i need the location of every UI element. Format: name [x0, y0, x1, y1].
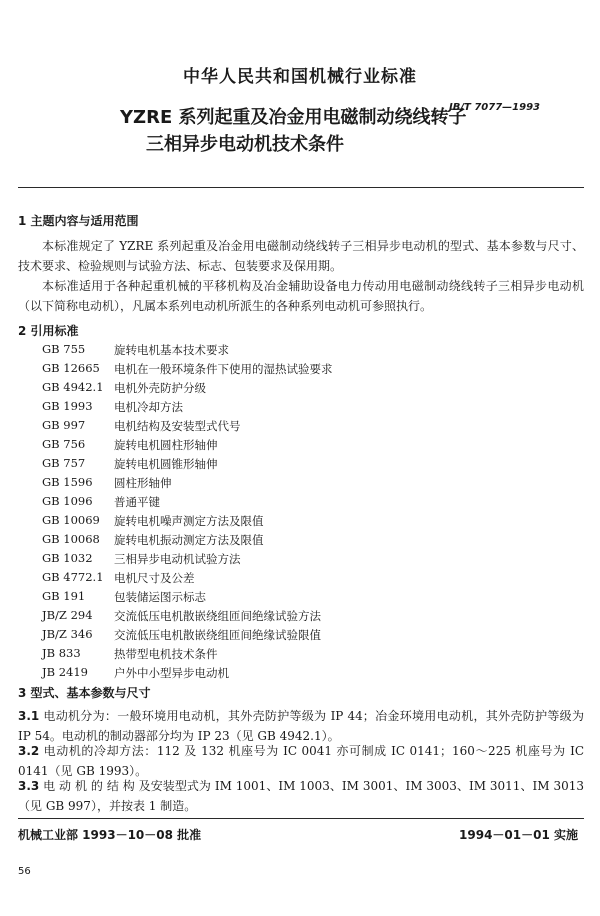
- footer-rule: [18, 818, 584, 819]
- reference-code: GB 10068: [42, 532, 100, 546]
- reference-title: 电机尺寸及公差: [114, 571, 195, 585]
- reference-title: 包装储运图示标志: [114, 590, 206, 604]
- reference-title: 电机外壳防护分级: [114, 381, 206, 395]
- reference-code: GB 191: [42, 589, 86, 603]
- clause-text: 电 动 机 的 结 构 及安装型式为 IM 1001、IM 1003、IM 3001、IM 3003、IM 3011、IM 3013（见 GB 997），并按表 1 制造。: [18, 779, 584, 813]
- section1-heading: 1 主题内容与适用范围: [18, 214, 139, 228]
- reference-title: 热带型电机技术条件: [114, 647, 218, 661]
- reference-code: GB 755: [42, 342, 86, 356]
- reference-title: 交流低压电机散嵌绕组匝间绝缘试验方法: [114, 609, 321, 623]
- reference-code: JB 2419: [42, 665, 88, 679]
- reference-title: 电机结构及安装型式代号: [114, 419, 241, 433]
- page-number: 56: [18, 866, 31, 877]
- reference-code: GB 756: [42, 437, 86, 451]
- reference-code: GB 1096: [42, 494, 93, 508]
- reference-code: GB 1032: [42, 551, 93, 565]
- section2-heading: 2 引用标准: [18, 324, 79, 338]
- reference-title: 户外中小型异步电动机: [114, 666, 229, 680]
- reference-code: GB 1993: [42, 399, 93, 413]
- reference-title: 圆柱形轴伸: [114, 476, 172, 490]
- header-rule: [18, 187, 584, 188]
- reference-title: 电机冷却方法: [114, 400, 183, 414]
- reference-code: GB 1596: [42, 475, 93, 489]
- reference-code: JB 833: [42, 646, 81, 660]
- clause-text: 电动机分为：一般环境用电动机，其外壳防护等级为 IP 44；冶金环境用电动机，其外壳防护等级为 IP 54。电动机的制动器部分均为 IP 23（见 GB 4942.1）。: [18, 709, 584, 743]
- clause-number: 3.3: [18, 779, 40, 793]
- reference-title: 电机在一般环境条件下使用的湿热试验要求: [114, 362, 333, 376]
- reference-title: 三相异步电动机试验方法: [114, 552, 241, 566]
- section1-para2: 本标准适用于各种起重机械的平移机构及冶金辅助设备电力传动用电磁制动绕线转子三相异步电动机（以下简称电动机），凡属本系列电动机所派生的各种系列电动机可参照执行。: [18, 279, 584, 313]
- clause-3-1: [18, 706, 584, 746]
- section3-heading: 3 型式、基本参数与尺寸: [18, 686, 151, 700]
- reference-code: GB 997: [42, 418, 86, 432]
- clause-3-2: [18, 741, 584, 781]
- clause-text: 电动机的冷却方法：112 及 132 机座号为 IC 0041 亦可制成 IC 0141；160～225 机座号为 IC 0141（见 GB 1993）。: [18, 744, 584, 778]
- clause-number: 3.2: [18, 744, 40, 758]
- reference-code: JB/Z 294: [42, 608, 93, 622]
- implementation-date: 1994－01－01 实施: [459, 828, 578, 842]
- reference-title: 旋转电机圆柱形轴伸: [114, 438, 218, 452]
- reference-code: GB 4772.1: [42, 570, 104, 584]
- reference-code: GB 12665: [42, 361, 100, 375]
- reference-title: 旋转电机圆锥形轴伸: [114, 457, 218, 471]
- clause-number: 3.1: [18, 709, 40, 723]
- reference-title: 旋转电机基本技术要求: [114, 343, 229, 357]
- document-title-line1: YZRE 系列起重及冶金用电磁制动绕线转子: [120, 107, 467, 128]
- section1-para1: 本标准规定了 YZRE 系列起重及冶金用电磁制动绕线转子三相异步电动机的型式、基本参数与尺寸、技术要求、检验规则与试验方法、标志、包装要求及保用期。: [18, 239, 584, 273]
- issuing-organization: 中华人民共和国机械行业标准: [183, 67, 417, 87]
- reference-code: GB 10069: [42, 513, 100, 527]
- approval-note: 机械工业部 1993－10－08 批准: [18, 828, 202, 842]
- standard-code: JB/T 7077—1993: [449, 102, 540, 113]
- reference-code: GB 757: [42, 456, 86, 470]
- document-title-line2: 三相异步电动机技术条件: [146, 134, 344, 155]
- reference-title: 旋转电机噪声测定方法及限值: [114, 514, 264, 528]
- reference-title: 普通平键: [114, 495, 160, 509]
- reference-code: GB 4942.1: [42, 380, 104, 394]
- reference-code: JB/Z 346: [42, 627, 93, 641]
- reference-title: 旋转电机振动测定方法及限值: [114, 533, 264, 547]
- reference-title: 交流低压电机散嵌绕组匝间绝缘试验限值: [114, 628, 321, 642]
- clause-3-3: [18, 776, 584, 816]
